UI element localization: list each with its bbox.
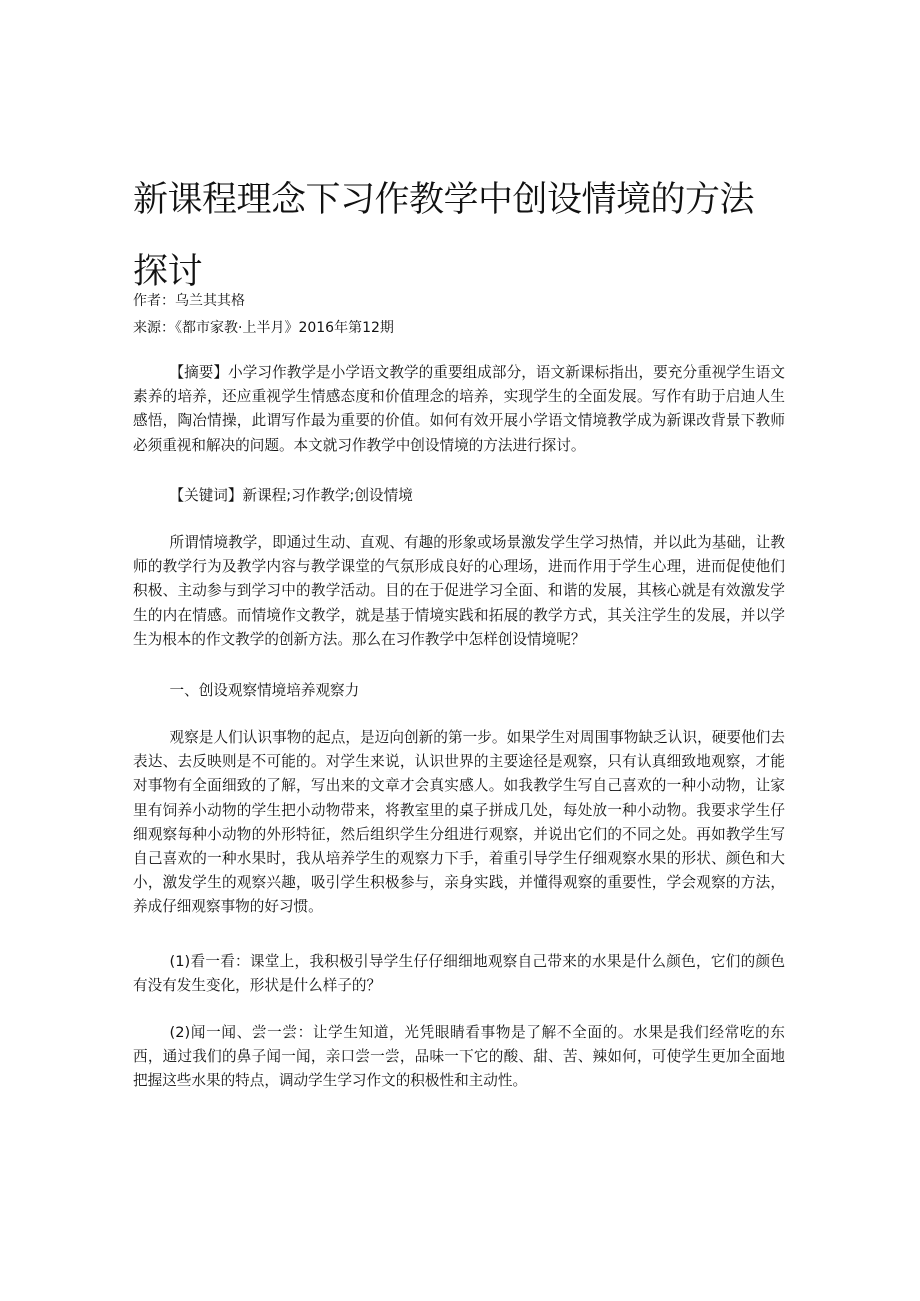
article-title: 新课程理念下习作教学中创设情境的方法探讨 bbox=[133, 180, 755, 292]
section-heading: 一、创设观察情境培养观察力 bbox=[169, 682, 360, 699]
intro-paragraph: 所谓情境教学，即通过生动、直观、有趣的形象或场景激发学生学习热情，并以此为基础，让教师的教学行为及教学内容与教学课堂的气氛形成良好的心理场，进而作用于学生心理，进而促使他们积极、主动参与到学习中的教学活动。目的在于促进学习全面、和谐的发展，其核心就是有效激发学生的内在情感。而情境作文教学，就是基于情境实践和拓展的教学方式，其关注学生的发展，并以学生为根本的作文教学的创新方法。那么在习作教学中怎样创设情境呢？ bbox=[133, 534, 785, 648]
keywords-paragraph: 【关键词】新课程;习作教学;创设情境 bbox=[169, 487, 413, 504]
source-line: 来源：《都市家教·上半月》2016年第12期 bbox=[133, 320, 394, 336]
smell-taste-paragraph: (2)闻一闻、尝一尝：让学生知道，光凭眼睛看事物是了解不全面的。水果是我们经常吃的东西，通过我们的鼻子闻一闻，亲口尝一尝，品味一下它的酸、甜、苦、辣如何，可使学生更加全面地把握这些水果的特点，调动学生学习作文的积极性和主动性。 bbox=[133, 1024, 785, 1090]
observation-paragraph: 观察是人们认识事物的起点，是迈向创新的第一步。如果学生对周围事物缺乏认识，硬要他们去表达、去反映则是不可能的。对学生来说，认识世界的主要途径是观察，只有认真细致地观察，才能对事物有全面细致的了解，写出来的文章才会真实感人。如我教学生写自己喜欢的一种小动物，让家里有饲养小动物的学生把小动物带来，将教室里的桌子拼成几处，每处放一种小动物。我要求学生仔细观察每种小动物的外形特征，然后组织学生分组进行观察，并说出它们的不同之处。再如教学生写自己喜欢的一种水果时，我从培养学生的观察力下手，着重引导学生仔细观察水果的形状、颜色和大小，激发学生的观察兴趣，吸引学生积极参与，亲身实践，并懂得观察的重要性，学会观察的方法，养成仔细观察事物的好习惯。 bbox=[133, 729, 785, 916]
look-paragraph: (1)看一看：课堂上，我积极引导学生仔仔细细地观察自己带来的水果是什么颜色，它们的颜色有没有发生变化，形状是什么样子的？ bbox=[133, 953, 785, 995]
author-line: 作者：乌兰其其格 bbox=[133, 293, 245, 309]
abstract-paragraph: 【摘要】小学习作教学是小学语文教学的重要组成部分，语文新课标指出，要充分重视学生语文素养的培养，还应重视学生情感态度和价值理念的培养，实现学生的全面发展。写作有助于启迪人生感悟，陶冶情操，此谓写作最为重要的价值。如何有效开展小学语文情境教学成为新课改背景下教师必须重视和解决的问题。本文就习作教学中创设情境的方法进行探讨。 bbox=[133, 364, 785, 454]
